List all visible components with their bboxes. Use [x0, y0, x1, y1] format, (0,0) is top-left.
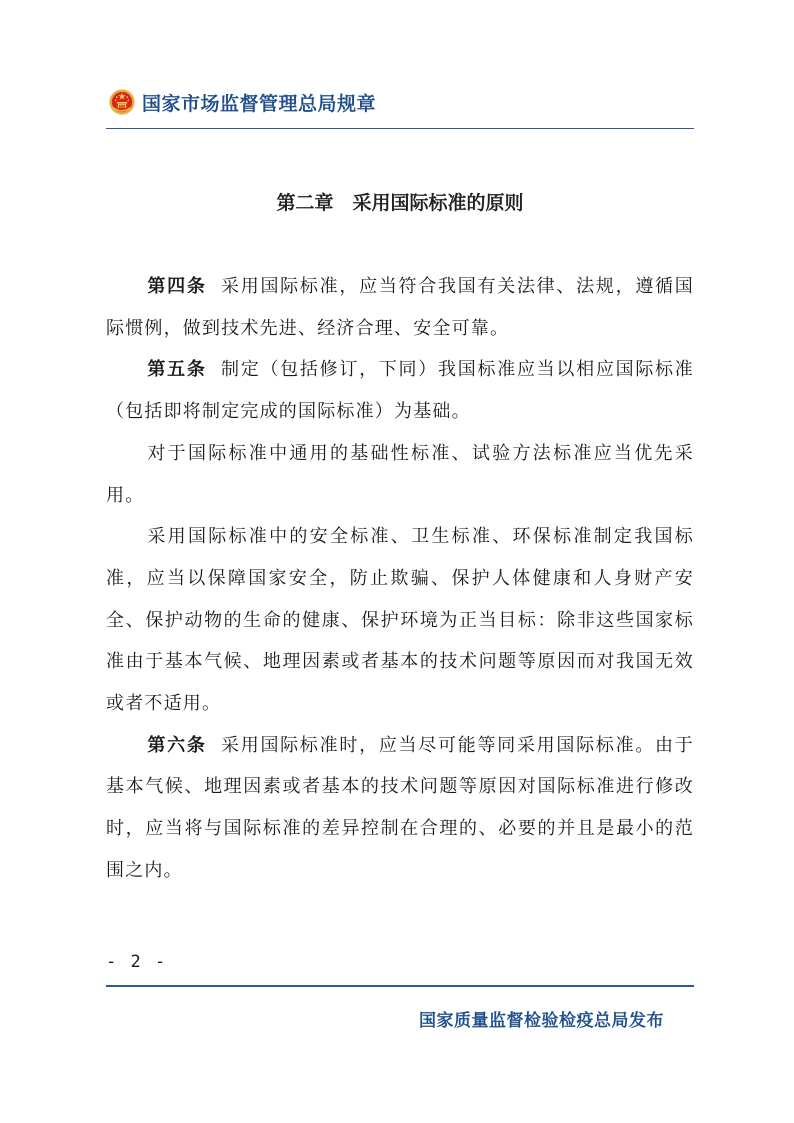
article-four [106, 266, 694, 349]
article-five-paragraph-3: 采用国际标准中的安全标准、卫生标准、环保标准制定我国标准，应当以保障国家安全，防止欺骗、保护人体健康和人身财产安全、保护动物的生命的健康、保护环境为正当目标：除非这些国家标准由于基本气候、地理因素或者基本的技术问题等原因而对我国无效或者不适用。 [106, 526, 694, 715]
article-text: 采用国际标准时，应当尽可能等同采用国际标准。由于基本气候、地理因素或者基本的技术问题等原因对国际标准进行修改时，应当将与国际标准的差异控制在合理的、必要的并且是最小的范围之内。 [106, 734, 694, 881]
header-title: 国家市场监督管理总局规章 [142, 92, 377, 115]
national-emblem-icon [108, 88, 136, 116]
article-text: 制定（包括修订，下同）我国标准应当以相应国际标准（包括即将制定完成的国际标准）为基础。 [106, 359, 694, 423]
article-five [106, 349, 694, 432]
article-text: 采用国际标准，应当符合我国有关法律、法规，遵循国际惯例，做到技术先进、经济合理、安全可靠。 [106, 276, 694, 339]
article-label: 第五条 [147, 359, 207, 381]
header-divider [106, 128, 694, 129]
article-six [106, 725, 694, 892]
chapter-title: 第二章 采用国际标准的原则 [276, 192, 524, 214]
article-label: 第四条 [147, 276, 207, 297]
footer-divider [106, 985, 694, 987]
article-five-paragraph-2: 对于国际标准中通用的基础性标准、试验方法标准应当优先采用。 [106, 442, 694, 506]
page-header [108, 86, 376, 118]
article-label: 第六条 [147, 734, 207, 756]
document-body [106, 266, 694, 892]
page-number: - 2 - [106, 952, 168, 972]
footer-publisher: 国家质量监督检验检疫总局发布 [419, 1011, 664, 1031]
